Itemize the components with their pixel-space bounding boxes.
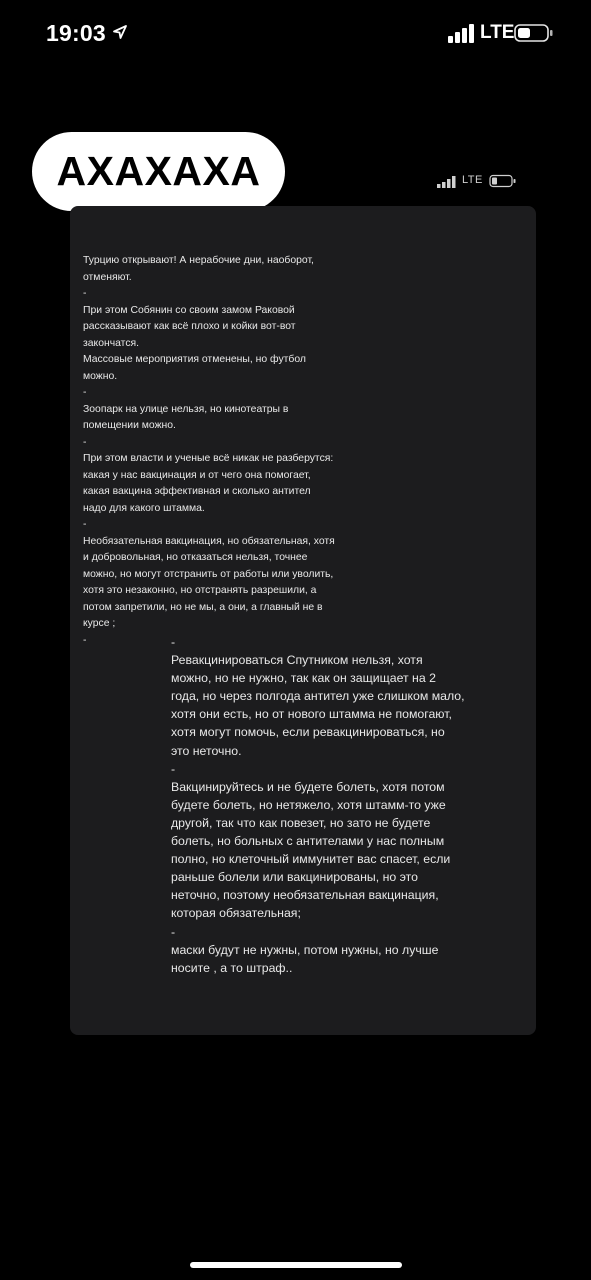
note-line: маски будут не нужны, потом нужны, но лучше — [171, 942, 439, 957]
inner-network-type: LTE — [462, 174, 483, 186]
status-time: 19:03 — [46, 20, 106, 46]
note-line: будете болеть, но нетяжело, хотя штамм-то уже — [171, 797, 446, 812]
note-line: курсе ; — [83, 618, 116, 629]
note-line: хотя могут помочь, если ревакцинироваться, но — [171, 725, 445, 740]
note-line: - — [83, 519, 87, 530]
note-line: года, но через полгода антител уже слишком мало, — [171, 689, 465, 704]
cellular-signal-icon — [448, 23, 476, 43]
note-line: полно, но клеточный иммунитет вас спасет, если — [171, 852, 451, 867]
note-line: надо для какого штамма. — [83, 502, 205, 514]
note-line: Турцию открывают! А нерабочие дни, наоборот, — [83, 255, 314, 266]
note-line: потом запретили, но не мы, а они, а главный не в — [83, 601, 323, 613]
note-line: - — [83, 387, 87, 398]
note-text-right — [171, 633, 523, 977]
note-line: - — [171, 924, 176, 939]
note-line: - — [83, 288, 87, 299]
inner-cellular-signal-icon — [437, 176, 457, 188]
battery-icon — [514, 23, 554, 43]
note-line: рассказывают как всё плохо и койки вот-вот — [83, 321, 296, 332]
note-line: можно, но могут отстранить от работы или уволить, — [83, 568, 334, 580]
note-line: Зоопарк на улице нельзя, но кинотеатры в — [83, 403, 289, 415]
note-line: закончатся. — [83, 337, 140, 349]
sticker-caption — [32, 132, 285, 211]
note-line: какая вакцина эффективная и сколько антител — [83, 486, 311, 497]
note-line: помещении можно. — [83, 420, 176, 431]
note-line: - — [83, 436, 87, 448]
note-line: При этом власти и ученые всё никак не разберутся: — [83, 453, 334, 464]
home-indicator[interactable] — [190, 1262, 402, 1268]
note-line: Массовые мероприятия отменены, но футбол — [83, 354, 306, 365]
note-line: неточно, поэтому необязательная вакцинация, — [171, 888, 439, 903]
location-arrow-icon — [112, 24, 128, 40]
note-line: другой, так что как повезет, но зато не будете — [171, 815, 431, 830]
note-line: Вакцинируйтесь и не будете болеть, хотя потом — [171, 779, 445, 794]
note-text-left — [83, 253, 418, 649]
note-line: и добровольная, но отказаться нельзя, точнее — [83, 552, 308, 563]
note-line: хотя это незаконно, но отстранять разрешили, а — [83, 585, 317, 596]
note-line: это неточно. — [171, 743, 242, 758]
note-line: можно. — [83, 370, 118, 382]
network-type: LTE — [480, 22, 515, 43]
note-line: Ревакцинироваться Спутником нельзя, хотя — [171, 653, 423, 668]
note-line: - — [171, 761, 176, 776]
inner-battery-icon — [489, 174, 517, 188]
note-line: - — [171, 635, 176, 649]
sticker-caption-text: АХАХАХА — [56, 148, 261, 194]
note-line: раньше болели или вакцинированы, но это — [171, 870, 418, 885]
note-line: носите , а то штраф.. — [171, 960, 293, 975]
note-line: отменяют. — [83, 271, 132, 283]
note-line: хотя они есть, но от нового штамма не помогают, — [171, 707, 452, 722]
status-bar — [0, 0, 591, 68]
note-line: можно, но не нужно, так как он защищает на 2 — [171, 671, 436, 686]
note-line: болеть, но больных с антителами у нас полным — [171, 834, 445, 849]
note-line: которая обязательная; — [171, 906, 301, 921]
note-line: - — [83, 634, 87, 646]
note-line: Необязательная вакцинация, но обязательная, хотя — [83, 535, 335, 547]
note-line: какая у нас вакцинация и от чего она помогает, — [83, 469, 311, 481]
note-line: При этом Собянин со своим замом Раковой — [83, 304, 295, 316]
